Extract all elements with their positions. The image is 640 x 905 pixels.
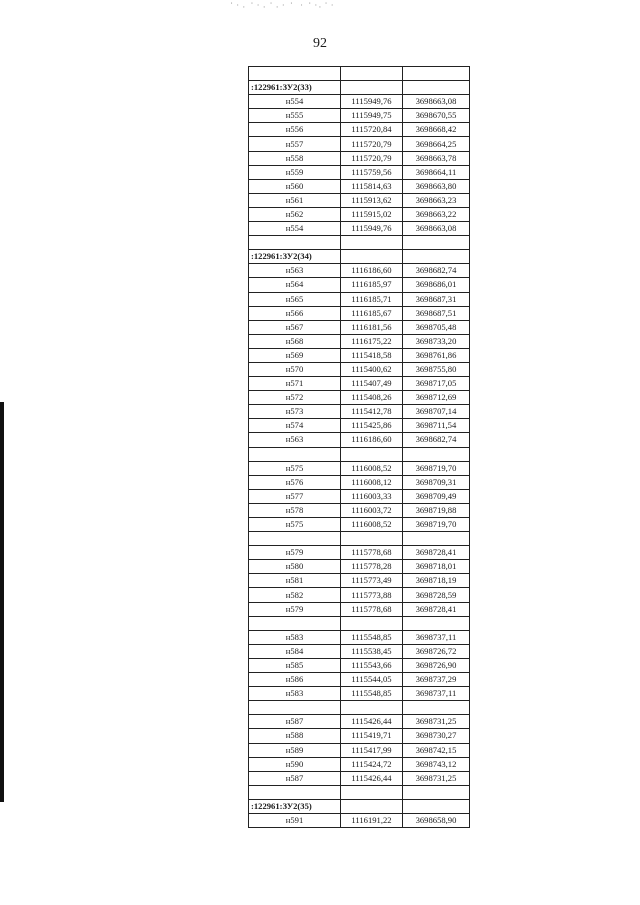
y-coordinate-cell: 3698687,51 [403,306,470,320]
x-coordinate-cell: 1115412,78 [341,405,403,419]
y-coordinate-cell [403,447,470,461]
x-coordinate-cell: 1115778,68 [341,546,403,560]
point-row [249,264,470,278]
point-id-cell: н560 [249,179,341,193]
point-row [249,757,470,771]
point-row [249,405,470,419]
point-row [249,377,470,391]
point-row [249,306,470,320]
y-coordinate-cell: 3698707,14 [403,405,470,419]
y-coordinate-cell: 3698670,55 [403,109,470,123]
point-id-cell: н561 [249,193,341,207]
y-coordinate-cell [403,236,470,250]
point-row [249,602,470,616]
y-coordinate-cell: 3698718,19 [403,574,470,588]
y-coordinate-cell: 3698719,70 [403,461,470,475]
x-coordinate-cell: 1115424,72 [341,757,403,771]
x-coordinate-cell: 1115548,85 [341,687,403,701]
point-id-cell: н578 [249,503,341,517]
y-coordinate-cell [403,799,470,813]
y-coordinate-cell: 3698668,42 [403,123,470,137]
y-coordinate-cell: 3698712,69 [403,391,470,405]
x-coordinate-cell [341,250,403,264]
x-coordinate-cell [341,447,403,461]
point-row [249,109,470,123]
y-coordinate-cell: 3698686,01 [403,278,470,292]
x-coordinate-cell: 1115544,05 [341,673,403,687]
point-id-cell: н583 [249,687,341,701]
point-id-cell: :122961:ЗУ2(35) [249,799,341,813]
point-id-cell [249,785,341,799]
x-coordinate-cell: 1115425,86 [341,419,403,433]
point-row [249,771,470,785]
x-coordinate-cell: 1115720,84 [341,123,403,137]
y-coordinate-cell: 3698682,74 [403,433,470,447]
y-coordinate-cell: 3698742,15 [403,743,470,757]
point-id-cell: н568 [249,334,341,348]
x-coordinate-cell [341,785,403,799]
y-coordinate-cell: 3698663,08 [403,222,470,236]
point-id-cell: н576 [249,475,341,489]
scan-noise: ⠂⠈⠐⠄⠁⠂ [300,2,337,10]
point-id-cell: н573 [249,405,341,419]
point-row [249,433,470,447]
x-coordinate-cell: 1115913,62 [341,193,403,207]
point-row [249,292,470,306]
y-coordinate-cell [403,250,470,264]
x-coordinate-cell: 1116008,52 [341,461,403,475]
x-coordinate-cell: 1115418,58 [341,348,403,362]
y-coordinate-cell: 3698730,27 [403,729,470,743]
x-coordinate-cell: 1115543,66 [341,658,403,672]
point-row [249,687,470,701]
point-row [249,179,470,193]
y-coordinate-cell: 3698743,12 [403,757,470,771]
point-row [249,95,470,109]
point-row [249,137,470,151]
y-coordinate-cell: 3698711,54 [403,419,470,433]
point-id-cell: н579 [249,546,341,560]
point-id-cell [249,616,341,630]
x-coordinate-cell: 1115949,75 [341,109,403,123]
point-id-cell [249,67,341,81]
x-coordinate-cell: 1116186,60 [341,433,403,447]
point-id-cell: н562 [249,207,341,221]
x-coordinate-cell: 1115426,44 [341,715,403,729]
point-id-cell: :122961:ЗУ2(34) [249,250,341,264]
point-id-cell: н583 [249,630,341,644]
y-coordinate-cell [403,67,470,81]
x-coordinate-cell: 1115778,28 [341,560,403,574]
scan-noise: ⠁⠂⠄⠈⠐⠠ ⠁⠄⠂⠈ [230,2,295,10]
y-coordinate-cell: 3698733,20 [403,334,470,348]
point-row [249,151,470,165]
point-id-cell: н566 [249,306,341,320]
section-header-row [249,799,470,813]
y-coordinate-cell: 3698728,41 [403,546,470,560]
y-coordinate-cell: 3698719,70 [403,518,470,532]
y-coordinate-cell [403,785,470,799]
point-id-cell: н591 [249,813,341,827]
y-coordinate-cell: 3698709,49 [403,489,470,503]
page-number: 92 [313,36,327,51]
point-id-cell: н570 [249,362,341,376]
point-id-cell: :122961:ЗУ2(33) [249,81,341,95]
x-coordinate-cell: 1115814,63 [341,179,403,193]
point-row [249,813,470,827]
y-coordinate-cell: 3698737,11 [403,687,470,701]
point-row [249,630,470,644]
y-coordinate-cell: 3698737,29 [403,673,470,687]
point-row [249,729,470,743]
point-row [249,207,470,221]
x-coordinate-cell [341,701,403,715]
empty-row [249,785,470,799]
x-coordinate-cell: 1115773,88 [341,588,403,602]
x-coordinate-cell: 1115949,76 [341,95,403,109]
y-coordinate-cell: 3698761,86 [403,348,470,362]
y-coordinate-cell: 3698658,90 [403,813,470,827]
point-row [249,193,470,207]
x-coordinate-cell [341,616,403,630]
y-coordinate-cell: 3698728,59 [403,588,470,602]
point-row [249,503,470,517]
point-id-cell: н555 [249,109,341,123]
point-id-cell: н587 [249,715,341,729]
x-coordinate-cell: 1115426,44 [341,771,403,785]
point-row [249,546,470,560]
y-coordinate-cell: 3698663,22 [403,207,470,221]
point-id-cell: н580 [249,560,341,574]
point-row [249,489,470,503]
y-coordinate-cell: 3698663,23 [403,193,470,207]
point-id-cell: н590 [249,757,341,771]
empty-row [249,701,470,715]
x-coordinate-cell: 1116186,60 [341,264,403,278]
x-coordinate-cell: 1115417,99 [341,743,403,757]
point-id-cell: н559 [249,165,341,179]
point-id-cell [249,447,341,461]
point-row [249,391,470,405]
point-id-cell [249,236,341,250]
x-coordinate-cell: 1115949,76 [341,222,403,236]
y-coordinate-cell: 3698737,11 [403,630,470,644]
point-row [249,362,470,376]
y-coordinate-cell [403,616,470,630]
point-row [249,334,470,348]
point-id-cell: н589 [249,743,341,757]
empty-row [249,447,470,461]
point-row [249,222,470,236]
point-id-cell: н582 [249,588,341,602]
point-id-cell: н569 [249,348,341,362]
y-coordinate-cell: 3698731,25 [403,771,470,785]
x-coordinate-cell: 1115773,49 [341,574,403,588]
x-coordinate-cell: 1115548,85 [341,630,403,644]
empty-row [249,67,470,81]
y-coordinate-cell [403,701,470,715]
y-coordinate-cell: 3698705,48 [403,320,470,334]
point-row [249,715,470,729]
point-row [249,644,470,658]
y-coordinate-cell: 3698663,78 [403,151,470,165]
point-id-cell: н575 [249,461,341,475]
x-coordinate-cell: 1115407,49 [341,377,403,391]
x-coordinate-cell: 1116008,12 [341,475,403,489]
y-coordinate-cell: 3698664,25 [403,137,470,151]
point-row [249,278,470,292]
point-id-cell: н587 [249,771,341,785]
x-coordinate-cell: 1115778,68 [341,602,403,616]
y-coordinate-cell: 3698687,31 [403,292,470,306]
point-row [249,461,470,475]
point-id-cell: н579 [249,602,341,616]
y-coordinate-cell: 3698728,41 [403,602,470,616]
point-row [249,348,470,362]
point-id-cell: н563 [249,433,341,447]
point-id-cell: н556 [249,123,341,137]
y-coordinate-cell [403,81,470,95]
x-coordinate-cell: 1116181,56 [341,320,403,334]
section-header-row [249,81,470,95]
y-coordinate-cell: 3698682,74 [403,264,470,278]
x-coordinate-cell: 1116003,33 [341,489,403,503]
x-coordinate-cell [341,81,403,95]
y-coordinate-cell: 3698717,05 [403,377,470,391]
point-id-cell [249,701,341,715]
point-id-cell: н564 [249,278,341,292]
section-header-row [249,250,470,264]
x-coordinate-cell: 1115538,45 [341,644,403,658]
point-id-cell: н554 [249,222,341,236]
y-coordinate-cell [403,532,470,546]
point-row [249,658,470,672]
point-row [249,320,470,334]
y-coordinate-cell: 3698726,72 [403,644,470,658]
x-coordinate-cell [341,799,403,813]
x-coordinate-cell: 1115915,02 [341,207,403,221]
empty-row [249,236,470,250]
point-row [249,673,470,687]
x-coordinate-cell: 1115720,79 [341,137,403,151]
y-coordinate-cell: 3698755,80 [403,362,470,376]
point-row [249,518,470,532]
x-coordinate-cell: 1116003,72 [341,503,403,517]
x-coordinate-cell: 1116008,52 [341,518,403,532]
y-coordinate-cell: 3698718,01 [403,560,470,574]
point-row [249,574,470,588]
y-coordinate-cell: 3698663,08 [403,95,470,109]
empty-row [249,616,470,630]
point-id-cell: н565 [249,292,341,306]
point-id-cell: н554 [249,95,341,109]
x-coordinate-cell: 1115419,71 [341,729,403,743]
x-coordinate-cell [341,67,403,81]
point-id-cell: н563 [249,264,341,278]
point-row [249,560,470,574]
point-id-cell: н588 [249,729,341,743]
point-id-cell: н571 [249,377,341,391]
point-id-cell: н584 [249,644,341,658]
point-row [249,743,470,757]
x-coordinate-cell: 1116185,71 [341,292,403,306]
margin-scan-bar [0,402,4,802]
point-id-cell [249,532,341,546]
y-coordinate-cell: 3698719,88 [403,503,470,517]
x-coordinate-cell [341,532,403,546]
point-id-cell: н567 [249,320,341,334]
y-coordinate-cell: 3698731,25 [403,715,470,729]
point-id-cell: н558 [249,151,341,165]
x-coordinate-cell: 1116175,22 [341,334,403,348]
coordinates-table-body [249,67,470,828]
point-row [249,419,470,433]
point-row [249,123,470,137]
y-coordinate-cell: 3698664,11 [403,165,470,179]
x-coordinate-cell [341,236,403,250]
y-coordinate-cell: 3698663,80 [403,179,470,193]
x-coordinate-cell: 1116191,22 [341,813,403,827]
point-id-cell: н586 [249,673,341,687]
point-id-cell: н574 [249,419,341,433]
point-row [249,588,470,602]
point-id-cell: н557 [249,137,341,151]
x-coordinate-cell: 1116185,97 [341,278,403,292]
coordinates-table [248,66,470,828]
x-coordinate-cell: 1115408,26 [341,391,403,405]
y-coordinate-cell: 3698709,31 [403,475,470,489]
y-coordinate-cell: 3698726,90 [403,658,470,672]
point-id-cell: н581 [249,574,341,588]
point-id-cell: н572 [249,391,341,405]
point-row [249,475,470,489]
point-id-cell: н575 [249,518,341,532]
x-coordinate-cell: 1115720,79 [341,151,403,165]
x-coordinate-cell: 1115759,56 [341,165,403,179]
empty-row [249,532,470,546]
x-coordinate-cell: 1115400,62 [341,362,403,376]
x-coordinate-cell: 1116185,67 [341,306,403,320]
point-row [249,165,470,179]
point-id-cell: н577 [249,489,341,503]
point-id-cell: н585 [249,658,341,672]
